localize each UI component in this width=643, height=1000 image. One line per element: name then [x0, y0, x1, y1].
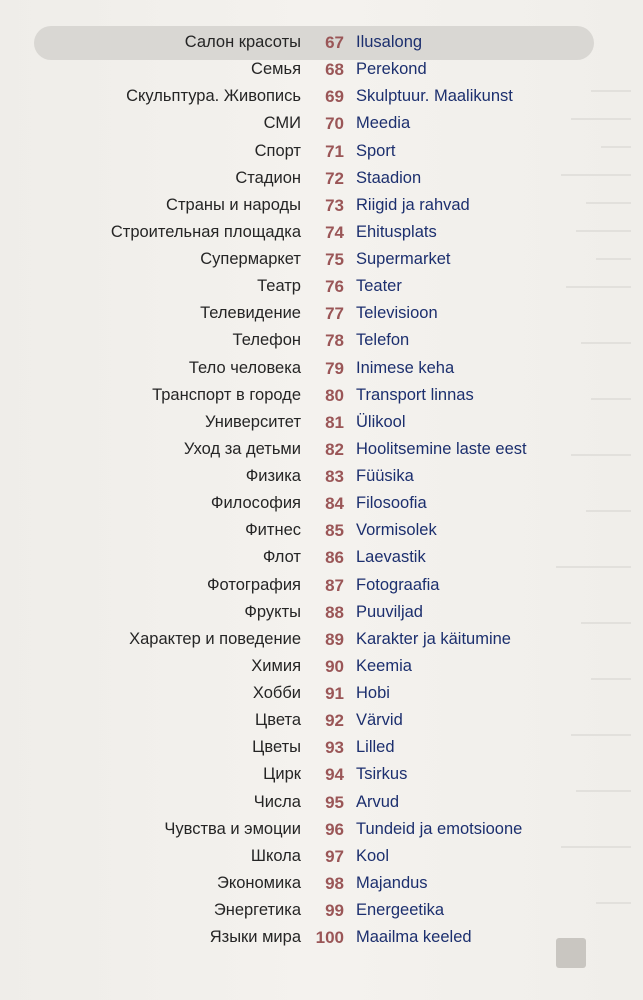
- topic-title-estonian: Kool: [356, 846, 390, 865]
- topic-title-estonian: Ehitusplats: [356, 222, 437, 241]
- page-number: 70: [325, 114, 344, 134]
- toc-entry[interactable]: [0, 110, 643, 137]
- page-number: 73: [325, 195, 344, 215]
- topic-title-russian: Университет: [204, 412, 301, 431]
- topic-title-russian: Чувства и эмоции: [164, 819, 301, 838]
- topic-title-estonian: Televisioon: [356, 304, 438, 323]
- topic-title-russian: Экономика: [216, 873, 301, 892]
- topic-title-russian: Фотография: [206, 575, 301, 594]
- topic-title-estonian: Ülikool: [356, 412, 406, 431]
- topic-title-russian: Стадион: [235, 168, 301, 187]
- page-number: 77: [325, 304, 344, 324]
- page-number: 94: [325, 765, 344, 785]
- toc-entry[interactable]: [0, 843, 643, 870]
- page-number: 99: [325, 901, 344, 920]
- topic-title-estonian: Vormisolek: [356, 521, 437, 540]
- toc-entry[interactable]: [0, 544, 643, 571]
- page-number: 95: [325, 792, 344, 812]
- toc-entry[interactable]: [0, 29, 643, 56]
- topic-title-russian: Языки мира: [209, 928, 301, 947]
- topic-title-estonian: Sport: [356, 141, 396, 160]
- toc-entry[interactable]: [0, 300, 643, 327]
- toc-entry[interactable]: [0, 761, 643, 788]
- toc-entry[interactable]: [0, 680, 643, 707]
- page-number: 76: [325, 277, 344, 297]
- toc-entry[interactable]: [0, 626, 643, 653]
- topic-title-russian: Транспорт в городе: [152, 385, 301, 404]
- page-number: 93: [325, 738, 344, 758]
- page-number: 79: [325, 358, 344, 378]
- topic-title-russian: Школа: [250, 846, 301, 865]
- page-number: 71: [325, 141, 344, 161]
- topic-title-estonian: Meedia: [356, 114, 411, 133]
- page-number: 75: [325, 250, 344, 269]
- topic-title-russian: Супермаркет: [200, 250, 301, 268]
- topic-title-estonian: Hobi: [356, 684, 390, 702]
- toc-entry[interactable]: [0, 138, 643, 165]
- topic-title-russian: Театр: [257, 277, 301, 296]
- topic-title-estonian: Telefon: [356, 331, 410, 350]
- topic-title-estonian: Tundeid ja emotsioone: [356, 819, 523, 838]
- page-number: 90: [325, 656, 344, 676]
- page-number: 81: [325, 412, 344, 432]
- toc-entry[interactable]: [0, 56, 643, 83]
- toc-entry[interactable]: [0, 599, 643, 626]
- topic-title-estonian: Supermarket: [356, 250, 451, 268]
- page-number: 91: [325, 684, 344, 703]
- topic-title-estonian: Värvid: [356, 711, 403, 730]
- page-number: 80: [325, 385, 344, 405]
- toc-entry[interactable]: [0, 463, 643, 490]
- toc-entry[interactable]: [0, 436, 643, 463]
- page-number: 68: [325, 60, 344, 80]
- topic-title-russian: Фрукты: [244, 602, 301, 621]
- toc-entry[interactable]: [0, 707, 643, 734]
- topic-title-estonian: Teater: [356, 277, 402, 296]
- page-number: 78: [325, 331, 344, 351]
- page-number: 72: [325, 168, 344, 188]
- toc-entry[interactable]: [0, 816, 643, 843]
- topic-title-russian: Флот: [262, 548, 301, 567]
- topic-title-estonian: Majandus: [356, 873, 428, 892]
- topic-title-russian: СМИ: [263, 114, 301, 133]
- topic-title-russian: Характер и поведение: [129, 629, 301, 648]
- toc-entry[interactable]: [0, 734, 643, 761]
- toc-entry[interactable]: [0, 897, 643, 924]
- page-number: 67: [325, 33, 344, 52]
- topic-title-estonian: Fotograafia: [356, 575, 440, 594]
- page-number: 86: [325, 548, 344, 568]
- topic-title-russian: Цвета: [255, 711, 301, 730]
- topic-title-estonian: Transport linnas: [356, 385, 474, 404]
- page-number: 97: [325, 846, 344, 866]
- toc-entry[interactable]: [0, 924, 643, 951]
- page-number: 92: [325, 711, 344, 731]
- page-number: 83: [325, 467, 344, 486]
- topic-title-russian: Числа: [253, 792, 301, 811]
- toc-entry[interactable]: [0, 382, 643, 409]
- topic-title-estonian: Inimese keha: [356, 358, 455, 377]
- topic-title-estonian: Energeetika: [356, 901, 445, 919]
- table-of-contents: [0, 29, 643, 951]
- page-number: 69: [325, 87, 344, 107]
- toc-entry[interactable]: [0, 83, 643, 110]
- topic-title-russian: Скульптура. Живопись: [126, 87, 301, 106]
- topic-title-estonian: Tsirkus: [356, 765, 408, 784]
- topic-title-estonian: Perekond: [356, 60, 427, 79]
- page-number: 85: [325, 521, 344, 541]
- topic-title-estonian: Lilled: [356, 738, 395, 757]
- topic-title-estonian: Skulptuur. Maalikunst: [356, 87, 513, 106]
- toc-entry[interactable]: [0, 653, 643, 680]
- topic-title-russian: Семья: [251, 60, 301, 79]
- topic-title-estonian: Staadion: [356, 168, 422, 187]
- topic-title-russian: Телефон: [232, 331, 301, 350]
- topic-title-estonian: Keemia: [356, 656, 412, 675]
- toc-entry[interactable]: [0, 327, 643, 354]
- topic-title-russian: Спорт: [254, 141, 301, 160]
- topic-title-russian: Телевидение: [200, 304, 301, 323]
- topic-title-estonian: Maailma keeled: [356, 928, 472, 947]
- toc-entry[interactable]: [0, 409, 643, 436]
- topic-title-russian: Хобби: [252, 684, 301, 702]
- toc-entry[interactable]: [0, 789, 643, 816]
- topic-title-estonian: Füüsika: [356, 467, 414, 485]
- page-number: 87: [325, 575, 344, 595]
- topic-title-russian: Энергетика: [213, 901, 301, 919]
- page-number: 74: [325, 222, 344, 242]
- topic-title-russian: Страны и народы: [166, 195, 301, 214]
- page-number: 89: [325, 629, 344, 649]
- toc-entry[interactable]: [0, 355, 643, 382]
- topic-title-russian: Физика: [245, 467, 301, 485]
- topic-title-russian: Философия: [210, 494, 301, 513]
- topic-title-russian: Тело человека: [188, 358, 301, 377]
- toc-entry[interactable]: [0, 219, 643, 246]
- topic-title-russian: Уход за детьми: [183, 439, 301, 458]
- topic-title-russian: Цветы: [252, 738, 301, 757]
- toc-entry[interactable]: [0, 273, 643, 300]
- topic-title-estonian: Puuviljad: [356, 602, 423, 621]
- topic-title-estonian: Arvud: [356, 792, 400, 811]
- topic-title-estonian: Karakter ja käitumine: [356, 629, 511, 648]
- page-number: 96: [325, 819, 344, 839]
- topic-title-russian: Салон красоты: [184, 33, 301, 51]
- topic-title-russian: Цирк: [263, 765, 301, 784]
- toc-entry[interactable]: [0, 572, 643, 599]
- topic-title-estonian: Filosoofia: [356, 494, 427, 513]
- toc-entry[interactable]: [0, 246, 643, 273]
- page-number: 82: [325, 439, 344, 459]
- topic-title-estonian: Hoolitsemine laste eest: [356, 439, 527, 458]
- page-number: 88: [325, 602, 344, 622]
- page-number: 98: [325, 873, 344, 893]
- toc-entry[interactable]: [0, 517, 643, 544]
- topic-title-russian: Фитнес: [245, 521, 301, 540]
- toc-entry[interactable]: [0, 490, 643, 517]
- topic-title-estonian: Laevastik: [356, 548, 426, 567]
- topic-title-estonian: Ilusalong: [356, 33, 423, 51]
- toc-entry[interactable]: [0, 192, 643, 219]
- toc-entry[interactable]: [0, 165, 643, 192]
- topic-title-russian: Химия: [251, 656, 301, 675]
- page-number: 84: [325, 494, 344, 514]
- topic-title-russian: Строительная площадка: [110, 222, 301, 241]
- topic-title-estonian: Riigid ja rahvad: [356, 195, 470, 214]
- toc-entry[interactable]: [0, 870, 643, 897]
- page-number: 100: [315, 928, 344, 948]
